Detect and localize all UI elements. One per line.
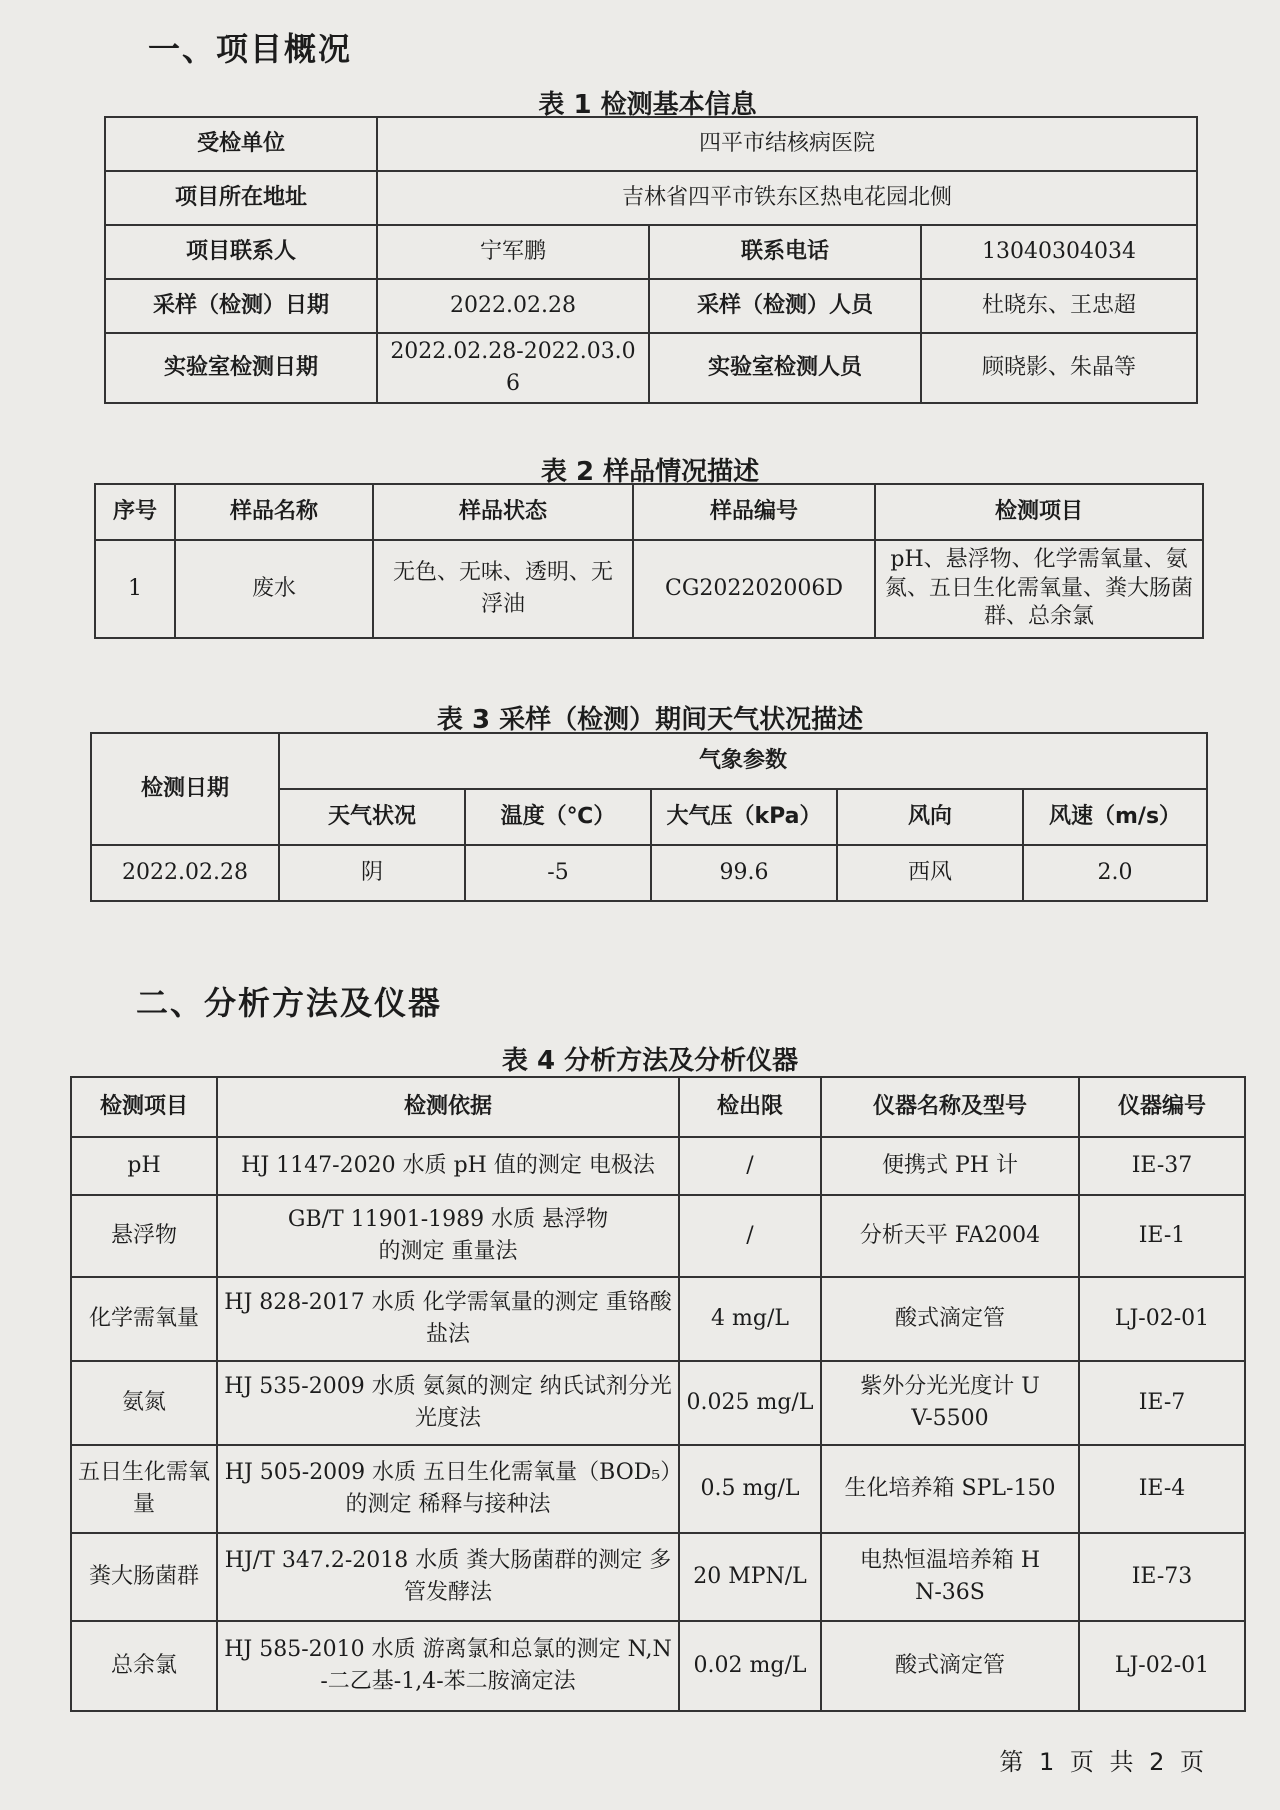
table-row <box>71 1137 1245 1195</box>
address-label: 项目所在地址 <box>105 171 377 225</box>
unit-label: 受检单位 <box>105 117 377 171</box>
table-header-row <box>91 733 1207 789</box>
cell-code: IE-4 <box>1079 1445 1245 1533</box>
lab-staff-label: 实验室检测人员 <box>649 333 921 403</box>
cell-method: HJ/T 347.2-2018 水质 粪大肠菌群的测定 多管发酵法 <box>217 1533 679 1621</box>
table3-caption: 表 3 采样（检测）期间天气状况描述 <box>436 705 864 735</box>
cell-method: HJ 585-2010 水质 游离氯和总氯的测定 N,N-二乙基-1,4-苯二胺滴定法 <box>217 1621 679 1711</box>
cell-method: HJ 828-2017 水质 化学需氧量的测定 重铬酸盐法 <box>217 1277 679 1361</box>
sample-staff-label: 采样（检测）人员 <box>649 279 921 333</box>
cell-code: IE-1 <box>1079 1195 1245 1277</box>
section-title-overview: 一、项目概况 <box>148 30 353 68</box>
unit-value: 四平市结核病医院 <box>377 117 1197 171</box>
contact-value: 宁军鹏 <box>377 225 649 279</box>
table4-caption: 表 4 分析方法及分析仪器 <box>501 1046 799 1076</box>
header-temperature: 温度（℃） <box>465 789 651 845</box>
header-test-item: 检测项目 <box>71 1077 217 1137</box>
cell-code: LJ-02-01 <box>1079 1277 1245 1361</box>
cell-temperature: -5 <box>465 845 651 901</box>
table-row <box>71 1361 1245 1445</box>
header-sample-state: 样品状态 <box>373 484 633 540</box>
table-row <box>71 1277 1245 1361</box>
cell-instrument: 紫外分光光度计 UV-5500 <box>821 1361 1079 1445</box>
cell-wind-direction: 西风 <box>837 845 1023 901</box>
sample-table <box>94 483 1204 639</box>
table-row <box>105 333 1197 403</box>
cell-code: LJ-02-01 <box>1079 1621 1245 1711</box>
sample-staff-value: 杜晓东、王忠超 <box>921 279 1197 333</box>
table-row <box>105 279 1197 333</box>
table-row <box>95 540 1203 638</box>
header-method: 检测依据 <box>217 1077 679 1137</box>
cell-code: IE-73 <box>1079 1533 1245 1621</box>
table-row <box>105 171 1197 225</box>
page-number: 第 1 页 共 2 页 <box>999 1748 1208 1776</box>
table-header-row <box>95 484 1203 540</box>
cell-method: HJ 505-2009 水质 五日生化需氧量（BOD₅）的测定 稀释与接种法 <box>217 1445 679 1533</box>
sample-date-label: 采样（检测）日期 <box>105 279 377 333</box>
section-title-methods: 二、分析方法及仪器 <box>136 984 443 1022</box>
cell-wind-speed: 2.0 <box>1023 845 1207 901</box>
cell-limit: / <box>679 1137 821 1195</box>
phone-label: 联系电话 <box>649 225 921 279</box>
cell-test-items: pH、悬浮物、化学需氧量、氨氮、五日生化需氧量、粪大肠菌群、总余氯 <box>875 540 1203 638</box>
phone-value: 13040304034 <box>921 225 1197 279</box>
methods-table <box>70 1076 1246 1712</box>
cell-method: HJ 1147-2020 水质 pH 值的测定 电极法 <box>217 1137 679 1195</box>
cell-limit: 4 mg/L <box>679 1277 821 1361</box>
cell-limit: / <box>679 1195 821 1277</box>
cell-instrument: 电热恒温培养箱 HN-36S <box>821 1533 1079 1621</box>
header-sample-name: 样品名称 <box>175 484 373 540</box>
header-pressure: 大气压（kPa） <box>651 789 837 845</box>
cell-sample-name: 废水 <box>175 540 373 638</box>
table-row <box>105 117 1197 171</box>
weather-table <box>90 732 1208 902</box>
cell-method: HJ 535-2009 水质 氨氮的测定 纳氏试剂分光光度法 <box>217 1361 679 1445</box>
table-row <box>105 225 1197 279</box>
cell-code: IE-7 <box>1079 1361 1245 1445</box>
table-row <box>71 1195 1245 1277</box>
header-index: 序号 <box>95 484 175 540</box>
contact-label: 项目联系人 <box>105 225 377 279</box>
cell-code: IE-37 <box>1079 1137 1245 1195</box>
cell-method: GB/T 11901-1989 水质 悬浮物的测定 重量法 <box>217 1195 679 1277</box>
basic-info-table <box>104 116 1198 404</box>
header-instrument: 仪器名称及型号 <box>821 1077 1079 1137</box>
cell-item: 五日生化需氧量 <box>71 1445 217 1533</box>
header-weather: 天气状况 <box>279 789 465 845</box>
header-wind-direction: 风向 <box>837 789 1023 845</box>
header-detection-limit: 检出限 <box>679 1077 821 1137</box>
cell-item: 化学需氧量 <box>71 1277 217 1361</box>
lab-date-value: 2022.02.28-2022.03.06 <box>377 333 649 403</box>
header-sample-code: 样品编号 <box>633 484 875 540</box>
cell-limit: 20 MPN/L <box>679 1533 821 1621</box>
header-instrument-code: 仪器编号 <box>1079 1077 1245 1137</box>
header-test-date: 检测日期 <box>91 733 279 845</box>
cell-index: 1 <box>95 540 175 638</box>
header-weather-params: 气象参数 <box>279 733 1207 789</box>
cell-instrument: 酸式滴定管 <box>821 1277 1079 1361</box>
table-row <box>71 1533 1245 1621</box>
cell-sample-state: 无色、无味、透明、无浮油 <box>373 540 633 638</box>
table-row <box>91 845 1207 901</box>
cell-item: pH <box>71 1137 217 1195</box>
table-row <box>71 1445 1245 1533</box>
cell-item: 总余氯 <box>71 1621 217 1711</box>
sample-date-value: 2022.02.28 <box>377 279 649 333</box>
header-test-items: 检测项目 <box>875 484 1203 540</box>
cell-sample-code: CG202202006D <box>633 540 875 638</box>
cell-item: 粪大肠菌群 <box>71 1533 217 1621</box>
cell-item: 悬浮物 <box>71 1195 217 1277</box>
cell-instrument: 酸式滴定管 <box>821 1621 1079 1711</box>
cell-date: 2022.02.28 <box>91 845 279 901</box>
cell-instrument: 分析天平 FA2004 <box>821 1195 1079 1277</box>
cell-limit: 0.5 mg/L <box>679 1445 821 1533</box>
table-row <box>71 1621 1245 1711</box>
cell-instrument: 生化培养箱 SPL-150 <box>821 1445 1079 1533</box>
cell-pressure: 99.6 <box>651 845 837 901</box>
cell-limit: 0.02 mg/L <box>679 1621 821 1711</box>
table1-caption: 表 1 检测基本信息 <box>538 90 757 120</box>
cell-instrument: 便携式 PH 计 <box>821 1137 1079 1195</box>
cell-weather: 阴 <box>279 845 465 901</box>
cell-item: 氨氮 <box>71 1361 217 1445</box>
table-header-row <box>71 1077 1245 1137</box>
address-value: 吉林省四平市铁东区热电花园北侧 <box>377 171 1197 225</box>
table2-caption: 表 2 样品情况描述 <box>540 457 760 487</box>
lab-staff-value: 顾晓影、朱晶等 <box>921 333 1197 403</box>
header-wind-speed: 风速（m/s） <box>1023 789 1207 845</box>
lab-date-label: 实验室检测日期 <box>105 333 377 403</box>
cell-limit: 0.025 mg/L <box>679 1361 821 1445</box>
